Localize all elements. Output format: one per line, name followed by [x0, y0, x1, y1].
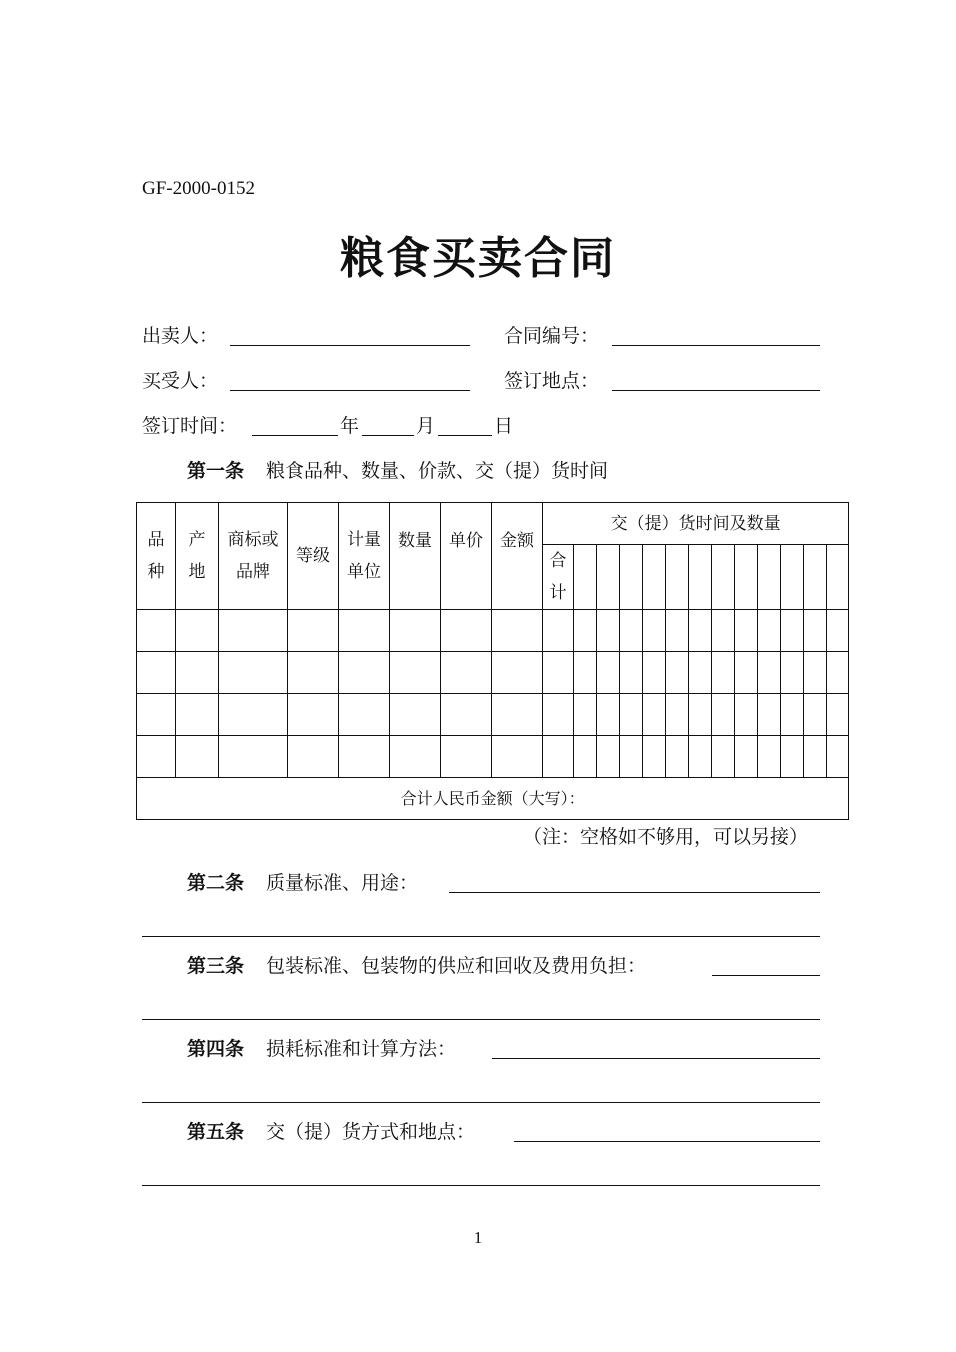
delivery-header: 交（提）货时间及数量	[543, 503, 849, 545]
article2-head: 第二条	[187, 872, 245, 894]
page-number: 1	[473, 1228, 483, 1247]
contract-no-field[interactable]	[612, 345, 820, 346]
article5-text: 交（提）货方式和地点：	[266, 1121, 476, 1143]
buyer-label: 买受人：	[142, 370, 219, 392]
month-field[interactable]	[362, 435, 414, 436]
buyer-field[interactable]	[230, 390, 470, 391]
table-row[interactable]	[137, 652, 849, 694]
seller-field[interactable]	[230, 345, 470, 346]
document-title: 粮食买卖合同	[340, 233, 616, 284]
month-label: 月	[416, 415, 436, 437]
document-code: GF-2000-0152	[142, 178, 255, 199]
article2-field[interactable]	[449, 892, 820, 893]
seller-label: 出卖人：	[142, 325, 219, 347]
article3-text: 包装标准、包装物的供应和回收及费用负担：	[266, 955, 647, 977]
day-label: 日	[494, 415, 514, 437]
article1-head: 第一条	[187, 460, 245, 482]
article5	[187, 1117, 475, 1147]
article3-field[interactable]	[712, 975, 820, 976]
table-row[interactable]	[137, 694, 849, 736]
sum-header: 合 计	[543, 545, 574, 610]
article2-field-line2[interactable]	[142, 936, 820, 937]
col-brand-header: 商标或 品牌	[219, 503, 288, 610]
year-label: 年	[340, 415, 360, 437]
article2-text: 质量标准、用途：	[266, 872, 419, 894]
article3	[187, 951, 646, 981]
article4-field-line2[interactable]	[142, 1102, 820, 1103]
article4-head: 第四条	[187, 1038, 245, 1060]
article5-field[interactable]	[514, 1141, 820, 1142]
year-field[interactable]	[252, 435, 338, 436]
day-field[interactable]	[438, 435, 492, 436]
goods-table	[136, 502, 849, 820]
article4	[187, 1034, 456, 1064]
table-row[interactable]	[137, 736, 849, 778]
total-amount-row[interactable]: 合计人民币金额（大写）：	[137, 778, 849, 820]
sign-place-label: 签订地点：	[504, 370, 600, 392]
table-note: （注：空格如不够用，可以另接）	[522, 826, 808, 848]
sign-time-label: 签订时间：	[142, 415, 238, 437]
col-grade-header: 等级	[288, 503, 339, 610]
col-quantity-header: 数量	[390, 503, 441, 610]
col-amount-header: 金额	[492, 503, 543, 610]
col-variety-header: 品 种	[137, 503, 176, 610]
article5-field-line2[interactable]	[142, 1185, 820, 1186]
sign-place-field[interactable]	[612, 390, 820, 391]
article3-field-line2[interactable]	[142, 1019, 820, 1020]
article2	[187, 868, 418, 898]
article1-text: 粮食品种、数量、价款、交（提）货时间	[266, 460, 609, 482]
contract-no-label: 合同编号：	[504, 325, 600, 347]
table-row[interactable]	[137, 610, 849, 652]
article1	[187, 456, 608, 486]
col-origin-header: 产 地	[176, 503, 219, 610]
article4-field[interactable]	[492, 1058, 820, 1059]
article4-text: 损耗标准和计算方法：	[266, 1038, 457, 1060]
col-unit-header: 计量 单位	[339, 503, 390, 610]
article3-head: 第三条	[187, 955, 245, 977]
article5-head: 第五条	[187, 1121, 245, 1143]
col-price-header: 单价	[441, 503, 492, 610]
